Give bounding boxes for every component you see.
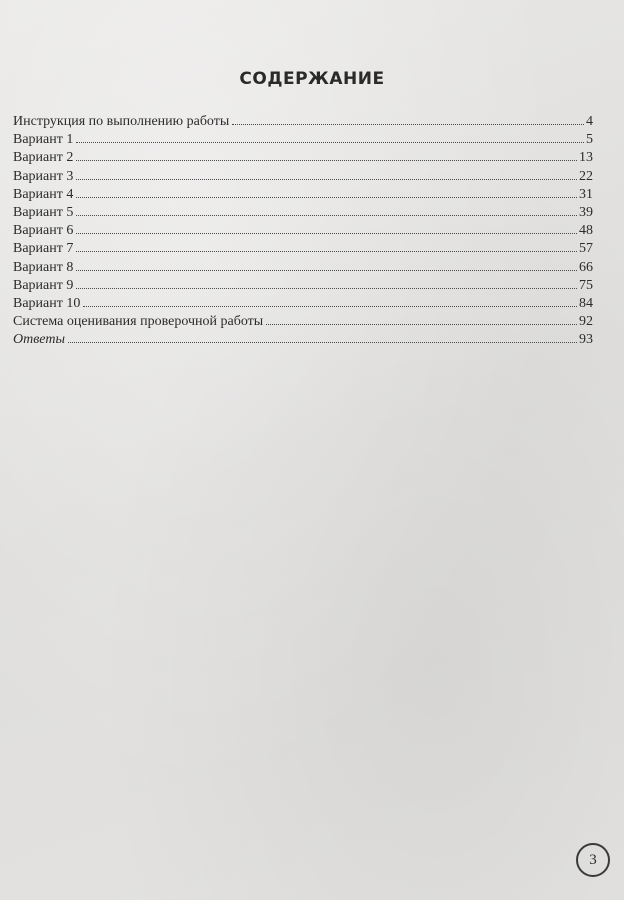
- toc-entry-label: Вариант 1: [13, 132, 74, 148]
- table-of-contents: [13, 114, 593, 350]
- toc-entry-answers: [13, 332, 593, 350]
- toc-entry-variant-7: [13, 241, 593, 259]
- dot-leader: [76, 142, 584, 143]
- dot-leader: [76, 197, 577, 198]
- toc-entry-page: 92: [579, 314, 593, 330]
- toc-entry-page: 31: [579, 186, 593, 202]
- toc-entry-label: Вариант 9: [13, 277, 74, 293]
- toc-entry-variant-1: [13, 132, 593, 150]
- toc-entry-variant-9: [13, 278, 593, 296]
- toc-entry-page: 57: [579, 241, 593, 257]
- toc-entry-grading-system: [13, 314, 593, 332]
- toc-entry-variant-3: [13, 169, 593, 187]
- toc-entry-page: 39: [579, 204, 593, 220]
- dot-leader: [76, 233, 577, 234]
- toc-entry-page: 75: [579, 277, 593, 293]
- toc-entry-label: Вариант 8: [13, 259, 74, 275]
- toc-entry-label: Вариант 10: [13, 295, 81, 311]
- toc-entry-page: 66: [579, 259, 593, 275]
- dot-leader: [76, 288, 577, 289]
- dot-leader: [76, 215, 577, 216]
- toc-entry-label: Вариант 7: [13, 241, 74, 257]
- dot-leader: [83, 306, 577, 307]
- toc-entry-page: 13: [579, 150, 593, 166]
- toc-entry-page: 84: [579, 295, 593, 311]
- dot-leader: [232, 124, 584, 125]
- toc-entry-variant-10: [13, 296, 593, 314]
- toc-entry-label: Вариант 2: [13, 150, 74, 166]
- toc-entry-label: Вариант 5: [13, 204, 74, 220]
- toc-entry-page: 5: [586, 132, 593, 148]
- toc-entry-variant-5: [13, 205, 593, 223]
- toc-entry-page: 93: [579, 332, 593, 348]
- toc-entry-page: 48: [579, 223, 593, 239]
- toc-entry-page: 22: [579, 168, 593, 184]
- toc-entry-variant-6: [13, 223, 593, 241]
- page-number: 3: [589, 851, 597, 868]
- toc-entry-label: Вариант 4: [13, 186, 74, 202]
- toc-entry-variant-2: [13, 150, 593, 168]
- dot-leader: [76, 179, 577, 180]
- toc-entry-variant-8: [13, 260, 593, 278]
- toc-entry-label: Ответы: [13, 332, 65, 348]
- toc-entry-instructions: [13, 114, 593, 132]
- dot-leader: [68, 342, 577, 343]
- toc-entry-label: Инструкция по выполнению работы: [13, 114, 230, 129]
- dot-leader: [266, 324, 577, 325]
- toc-entry-page: 4: [586, 114, 593, 129]
- page-title: СОДЕРЖАНИЕ: [239, 69, 385, 90]
- page-number-badge: [576, 843, 610, 877]
- dot-leader: [76, 270, 577, 271]
- toc-entry-label: Вариант 6: [13, 223, 74, 239]
- toc-entry-label: Вариант 3: [13, 168, 74, 184]
- toc-entry-label: Система оценивания проверочной работы: [13, 314, 264, 330]
- dot-leader: [76, 251, 577, 252]
- toc-entry-variant-4: [13, 187, 593, 205]
- dot-leader: [76, 160, 577, 161]
